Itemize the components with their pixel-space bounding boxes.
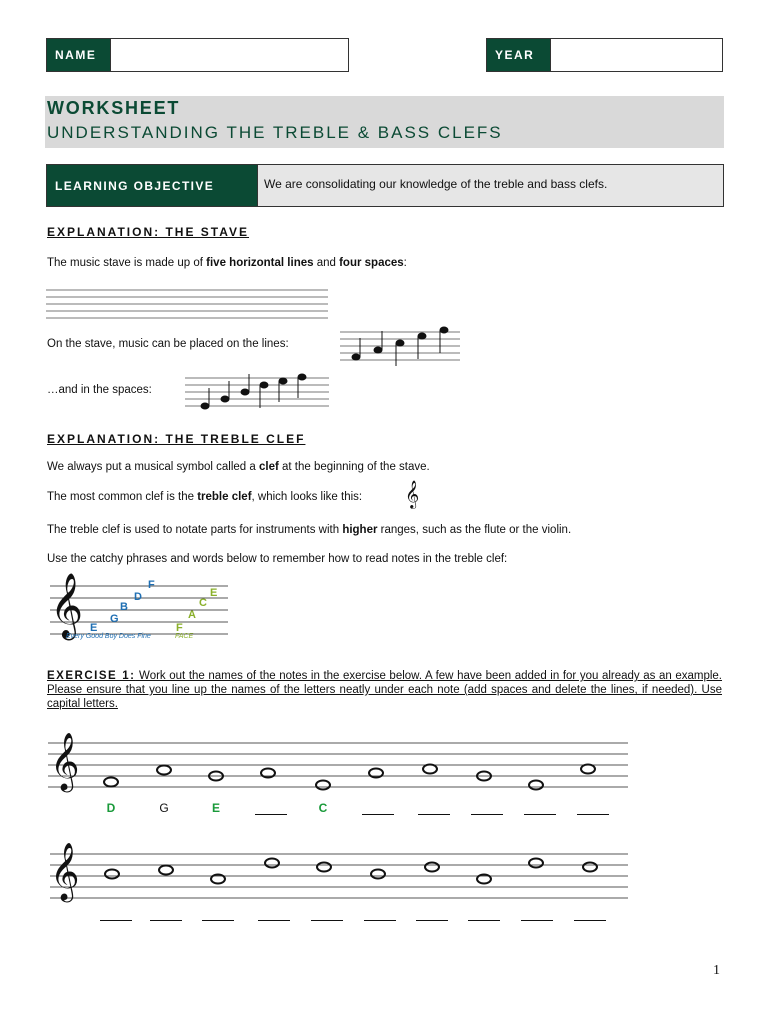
exercise-text: Work out the names of the notes in the exercise below. A few have been added in for you already as an example. Please ensure that you line up the names of the letters neatly under each note (add spaces and delete the lines, if needed). Use capital letters.: [47, 670, 723, 710]
mnemonic-spaces-text: FACE: [175, 633, 194, 640]
stave-intro: The music stave is made up of five horizontal lines and four spaces:: [47, 257, 407, 269]
page-subtitle: UNDERSTANDING THE TREBLE & BASS CLEFS: [47, 123, 503, 142]
note-space-e: E: [210, 587, 218, 599]
note-g: G: [110, 613, 119, 625]
name-field[interactable]: [46, 38, 349, 72]
treble-p4: Use the catchy phrases and words below to remember how to read notes in the treble clef:: [47, 553, 508, 565]
answer-blank-2-2[interactable]: [150, 919, 182, 921]
exercise-label: EXERCISE 1:: [47, 670, 136, 682]
answer-blank-2-7[interactable]: [416, 919, 448, 921]
answer-blank-2-8[interactable]: [468, 919, 500, 921]
treble-p3: The treble clef is used to notate parts for instruments with higher ranges, such as the flute or the violin.: [47, 524, 572, 536]
note-space-a: A: [188, 609, 196, 621]
answer-1-3: E: [211, 801, 220, 815]
spaces-text: …and in the spaces:: [47, 384, 152, 396]
title-banner: [45, 96, 724, 148]
page-number: 1: [713, 963, 720, 978]
answer-blank-1-10[interactable]: [577, 813, 609, 815]
answer-blank-1-7[interactable]: [418, 813, 450, 815]
note-space-f: F: [176, 622, 183, 634]
page-title: WORKSHEET: [47, 98, 181, 118]
answer-1-5: C: [318, 801, 328, 815]
treble-clef-icon: 𝄞: [405, 480, 420, 508]
answer-blank-2-5[interactable]: [311, 919, 343, 921]
section-heading-treble: EXPLANATION: THE TREBLE CLEF: [47, 432, 306, 446]
learning-objective: [46, 164, 724, 207]
answer-blank-2-10[interactable]: [574, 919, 606, 921]
answer-blank-2-3[interactable]: [202, 919, 234, 921]
note-f: F: [148, 579, 155, 591]
note-b: B: [120, 601, 128, 613]
note-e: E: [90, 622, 98, 634]
note-d: D: [134, 591, 142, 603]
mnemonic-lines-text: Every Good Boy Does Fine: [66, 633, 151, 640]
answer-blank-2-6[interactable]: [364, 919, 396, 921]
notes-on-lines-stave: [340, 326, 462, 370]
answer-1-1: D: [106, 801, 116, 815]
answer-blank-1-6[interactable]: [362, 813, 394, 815]
treble-p2: The most common clef is the treble clef, which looks like this:: [47, 491, 363, 503]
note-space-c: C: [199, 597, 207, 609]
lines-text: On the stave, music can be placed on the lines:: [47, 338, 289, 350]
answer-blank-1-9[interactable]: [524, 813, 556, 815]
year-field[interactable]: [486, 38, 723, 72]
exercise-stave-2: [50, 846, 630, 908]
answer-blank-1-4[interactable]: [255, 813, 287, 815]
answer-blank-1-8[interactable]: [471, 813, 503, 815]
empty-stave: [46, 288, 330, 320]
year-label: YEAR: [487, 39, 550, 71]
exercise-instructions: [47, 669, 722, 711]
treble-p1: We always put a musical symbol called a clef at the beginning of the stave.: [47, 461, 430, 473]
answer-blank-2-1[interactable]: [100, 919, 132, 921]
answer-1-2: G: [159, 801, 169, 815]
mnemonic-diagram: [48, 572, 230, 648]
notes-in-spaces-stave: [185, 372, 331, 412]
answer-blank-2-4[interactable]: [258, 919, 290, 921]
answer-blank-2-9[interactable]: [521, 919, 553, 921]
exercise-treble-clef-icon-2: 𝄞: [50, 842, 80, 900]
section-heading-stave: EXPLANATION: THE STAVE: [47, 225, 250, 239]
mnemonic-treble-clef-icon: 𝄞: [50, 573, 84, 638]
name-label: NAME: [47, 39, 110, 71]
objective-label: LEARNING OBJECTIVE: [47, 165, 257, 206]
exercise-stave-1: [48, 735, 630, 797]
objective-text: We are consolidating our knowledge of the treble and bass clefs.: [257, 165, 723, 206]
exercise-treble-clef-icon-1: 𝄞: [50, 732, 80, 790]
